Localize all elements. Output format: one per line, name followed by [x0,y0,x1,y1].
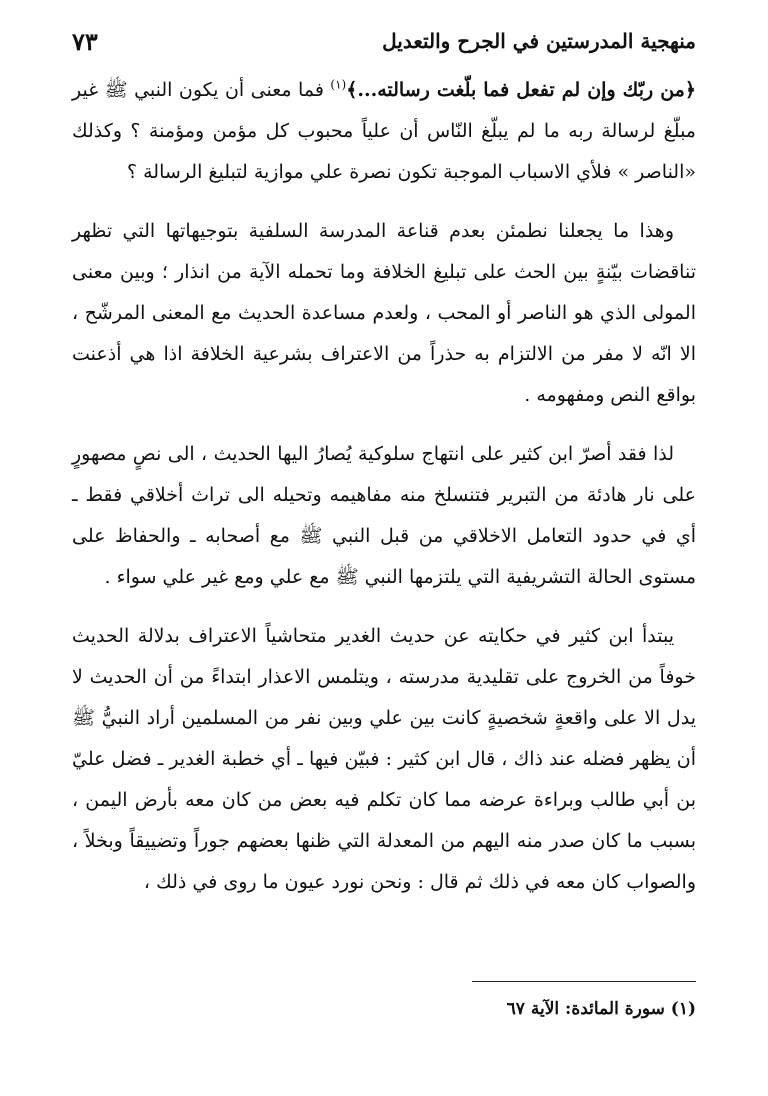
quran-verse: ﴿من ربّك وإن لم تفعل فما بلّغت رسالته...﴾ [346,79,696,101]
paragraph-3: لذا فقد أصرّ ابن كثير على انتهاج سلوكية يُصارُ اليها الحديث ، الى نصٍ مصهورٍ على نار هادئة من التبرير فتنسلخ منه مفاهيمه وتحيله الى تراث أخلاقي فقط ـ أي في حدود التعامل الاخلاقي من قبل النبي ﷺ مع أصحابه ـ والحفاظ على مستوى الحالة التشريفية التي يلتزمها النبي ﷺ مع علي ومع غير علي سواء . [72,443,696,588]
paragraph-2: وهذا ما يجعلنا نطمئن بعدم قناعة المدرسة السلفية بتوجيهاتها التي تظهر تناقضات بيّنةٍ بين الحث على تبليغ الخلافة وما تحمله الآية من انذار ؛ وبين معنى المولى الذي هو الناصر أو المحب ، ولعدم مساعدة الحديث مع المعنى المرشّح ، الا انّه لا مفر من الالتزام به حذراً من الاعتراف بشرعية الخلافة اذا هي أذعنت بواقع النص ومفهومه . [72,220,696,406]
main-text [72,70,696,921]
running-title: منهجية المدرستين في الجرح والتعديل [382,29,696,53]
page-header [72,26,696,56]
quran-verse-text: من ربّك وإن لم تفعل فما بلّغت رسالته... [357,79,685,101]
paragraph-4: يبتدأ ابن كثير في حكايته عن حديث الغدير متحاشياً الاعتراف بدلالة الحديث خوفاً من الخروج على تقليدية مدرسته ، ويتلمس الاعذار ابتداءً من أن الحديث لا يدل الا على واقعةٍ شخصيةٍ كانت بين علي وبين نفر من المسلمين أراد النبيُّ ﷺ أن يظهر فضله عند ذاك ، قال ابن كثير : فبيّن فيها ـ أي خطبة الغدير ـ فضل عليّ بن أبي طالب وبراءة عرضه مما كان تكلم فيه بعض من كان معه بأرض اليمن ، بسبب ما كان صدر منه اليهم من المعدلة التي ظنها بعضهم جوراً وتضييقاً وبخلاً ، والصواب كان معه في ذلك ثم قال : ونحن نورد عيون ما روى في ذلك ، [72,625,696,893]
footnote-ref: (١) [330,77,347,92]
paragraph-1 [72,70,696,193]
page-number: ٧٣ [72,26,98,56]
footnote-divider [472,981,696,982]
footnote: (١) سورة المائدة: الآية ٦٧ [506,999,696,1019]
paragraph-1-text: فما معنى أن يكون النبي ﷺ غير مبلّغ لرسالة ربه ما لم يبلّغ النّاس أن علياً محبوب كل مؤمن ومؤمنة ؟ وكذلك «الناصر » فلأي الاسباب الموجبة تكون نصرة علي موازية لتبليغ الرسالة ؟ [72,79,696,183]
